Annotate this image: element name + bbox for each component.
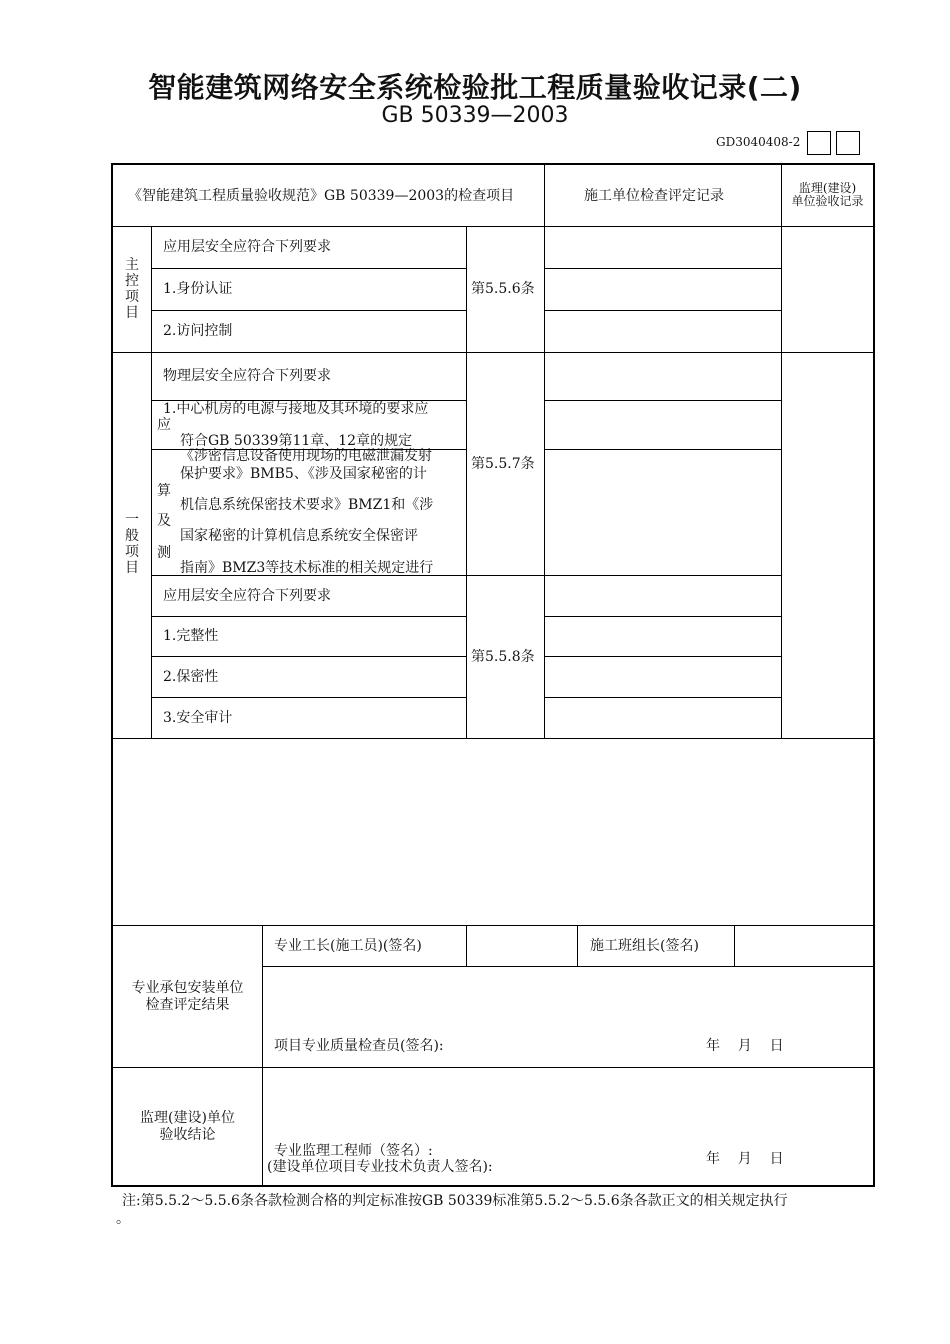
foreman-signature-label: 专业工长(施工员)(签名)	[274, 938, 422, 954]
side-char-1: 应	[157, 417, 171, 433]
team-leader-signature-label: 施工班组长(签名)	[590, 938, 699, 954]
supervision-label-1: 监理(建设)单位	[140, 1110, 235, 1126]
contractor-date: 年 月 日	[706, 1038, 784, 1054]
contractor-label-1: 专业承包安装单位	[131, 980, 244, 996]
standard-number: GB 50339—2003	[381, 103, 569, 128]
main-clause: 第5.5.6条	[471, 281, 535, 297]
main-control-label: 主 控 项 目	[125, 257, 139, 321]
contractor-label-2: 检查评定结果	[145, 997, 230, 1013]
physical-item-2-line5: 指南》BMZ3等技术标准的相关规定进行	[180, 560, 434, 576]
inspector-signature-label: 项目专业质量检查员(签名):	[274, 1038, 444, 1054]
main-row-identity-auth: 1.身份认证	[163, 281, 233, 297]
header-supervision-line1: 监理(建设)	[798, 181, 857, 195]
engineer-signature-label: 专业监理工程师（签名）:	[274, 1143, 433, 1159]
main-row-requirement: 应用层安全应符合下列要求	[163, 239, 331, 255]
side-char-2: 算	[157, 483, 171, 499]
general-label: 一 般 项 目	[125, 512, 139, 576]
physical-clause: 第5.5.7条	[471, 456, 535, 472]
app-security-audit: 3.安全审计	[163, 710, 233, 726]
app-clause: 第5.5.8条	[471, 649, 535, 665]
physical-header: 物理层安全应符合下列要求	[163, 368, 331, 384]
header-supervision-line2: 单位验收记录	[791, 194, 864, 208]
physical-item-2-line1: 《涉密信息设备使用现场的电磁泄漏发射	[180, 448, 432, 464]
app-header: 应用层安全应符合下列要求	[163, 588, 331, 604]
code-box-2[interactable]	[836, 131, 860, 155]
supervision-label-2: 验收结论	[159, 1127, 216, 1143]
physical-item-1: 1.中心机房的电源与接地及其环境的要求应	[163, 401, 429, 417]
app-confidentiality: 2.保密性	[163, 669, 219, 685]
header-construction-record: 施工单位检查评定记录	[584, 188, 724, 204]
supervision-date: 年 月 日	[706, 1151, 784, 1167]
footnote: 注:第5.5.2～5.5.6条各款检测合格的判定标准按GB 50339标准第5.5.2～5.5.6条各款正文的相关规定执行	[122, 1193, 788, 1209]
main-row-access-control: 2.访问控制	[163, 323, 233, 339]
form-title: 智能建筑网络安全系统检验批工程质量验收记录(二)	[148, 71, 802, 104]
code-box-1[interactable]	[807, 131, 831, 155]
physical-item-2-line2: 保护要求》BMB5、《涉及国家秘密的计	[180, 466, 427, 482]
physical-item-2-line3: 机信息系统保密技术要求》BMZ1和《涉	[180, 497, 434, 513]
form-code: GD3040408-2	[716, 135, 801, 149]
physical-item-1-cont: 符合GB 50339第11章、12章的规定	[180, 433, 413, 449]
physical-item-2-line4: 国家秘密的计算机信息系统安全保密评	[180, 528, 418, 544]
app-integrity: 1.完整性	[163, 628, 219, 644]
owner-rep-signature-label: (建设单位项目专业技术负责人签名):	[267, 1159, 493, 1175]
header-check-items: 《智能建筑工程质量验收规范》GB 50339—2003的检查项目	[128, 188, 515, 204]
side-char-3: 及	[157, 513, 171, 529]
side-char-4: 测	[157, 545, 171, 561]
footnote-end: 。	[116, 1211, 130, 1227]
